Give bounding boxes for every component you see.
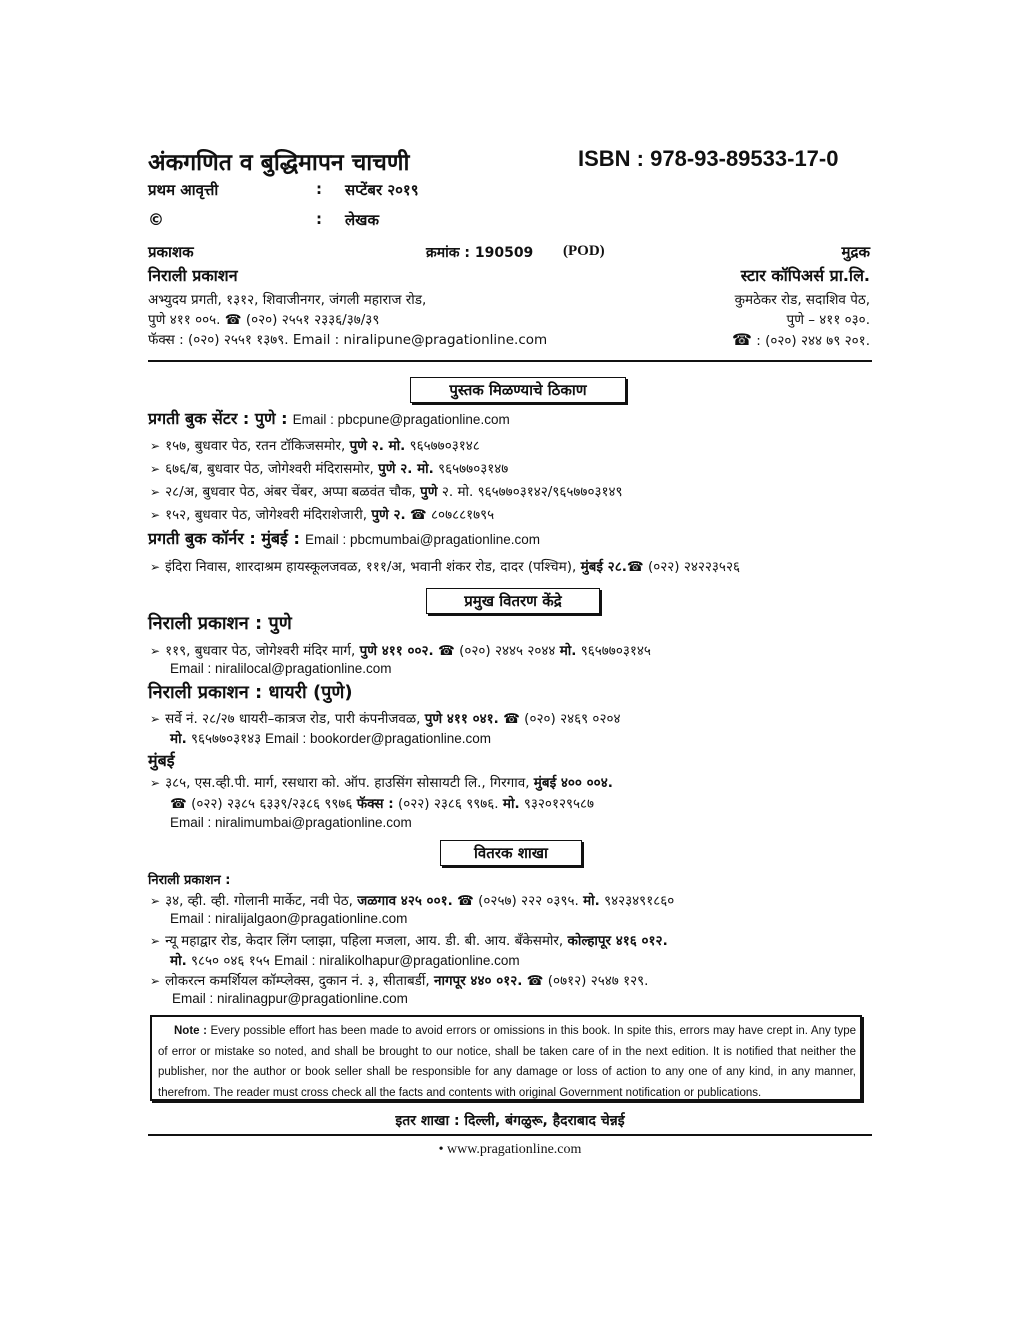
pod-tag: (POD) bbox=[563, 243, 605, 259]
bullet-arrow-icon: ➢ bbox=[150, 508, 161, 522]
copyright-separator: : bbox=[316, 210, 322, 228]
printer-phone: : (०२०) २४४ ७९ २०१. bbox=[756, 333, 870, 349]
edition-separator: : bbox=[316, 180, 322, 198]
bullet-arrow-icon: ➢ bbox=[150, 560, 161, 574]
jalgaon-email: Email : niralijalgaon@pragationline.com bbox=[170, 911, 408, 926]
bullet-arrow-icon: ➢ bbox=[150, 644, 161, 658]
website-link[interactable]: • www.pragationline.com bbox=[438, 1142, 582, 1157]
printer-address-2: पुणे – ४११ ०३०. bbox=[786, 312, 870, 328]
bullet-arrow-icon: ➢ bbox=[150, 776, 161, 790]
isbn: ISBN : 978-93-89533-17-0 bbox=[578, 146, 839, 171]
mumbai-corner-heading bbox=[148, 527, 540, 549]
publisher-label: प्रकाशक bbox=[148, 243, 194, 261]
bullet-arrow-icon: ➢ bbox=[150, 439, 161, 453]
list-item: ➢ ३४, व्ही. व्ही. गोलानी मार्केट, नवी पेठ, जळगाव ४२५ ००१. ☎ (०२५७) २२२ ०३९५. मो. ९४२३४९१८६० bbox=[150, 893, 675, 909]
pune-center-title: प्रगती बुक सेंटर : पुणे : bbox=[148, 409, 288, 428]
pune-distribution-email: Email : niralilocal@pragationline.com bbox=[170, 661, 392, 676]
publisher-address-3: फॅक्स : (०२०) २५५१ १३७९. Email : niralipune@pragationline.com bbox=[148, 332, 548, 348]
copyright-value: लेखक bbox=[345, 211, 379, 229]
dhayari-distribution-title: निराली प्रकाशन : धायरी (पुणे) bbox=[148, 682, 353, 703]
bullet-arrow-icon: ➢ bbox=[150, 934, 161, 948]
disclaimer-note bbox=[150, 1015, 862, 1101]
publisher-name: निराली प्रकाशन bbox=[148, 266, 238, 285]
divider-top bbox=[148, 360, 872, 362]
edition-label: प्रथम आवृत्ती bbox=[148, 181, 219, 199]
edition-value: सप्टेंबर २०१९ bbox=[345, 181, 419, 199]
section-heading-distribution: प्रमुख वितरण केंद्रे bbox=[426, 588, 600, 614]
bullet-arrow-icon: ➢ bbox=[150, 712, 161, 726]
pune-distribution-title: निराली प्रकाशन : पुणे bbox=[148, 613, 292, 634]
list-item: ➢ १५२, बुधवार पेठ, जोगेश्वरी मंदिराशेजारी, पुणे २. ☎ ८०७८८१७९५ bbox=[150, 507, 495, 523]
printer-address-1: कुमठेकर रोड, सदाशिव पेठ, bbox=[734, 292, 870, 308]
phone-icon: ☎ bbox=[732, 330, 752, 349]
copyright-symbol: © bbox=[148, 210, 164, 229]
printer-address-3 bbox=[732, 330, 870, 349]
pune-center-email: Email : pbcpune@pragationline.com bbox=[292, 412, 510, 427]
list-item: ➢ लोकरत्न कमर्शियल कॉम्प्लेक्स, दुकान नं. ३, सीताबर्डी, नागपूर ४४० ०१२. ☎ (०७१२) २५४७ १२९. bbox=[150, 973, 649, 989]
mumbai-corner-title: प्रगती बुक कॉर्नर : मुंबई : bbox=[148, 529, 300, 548]
divider-bottom bbox=[148, 1134, 872, 1136]
list-item: ➢ न्यू महाद्वार रोड, केदार लिंग प्लाझा, पहिला मजला, आय. डी. बी. आय. बँकेसमोर, कोल्हापूर ४१६ ०१२. bbox=[150, 933, 668, 949]
section-heading-branches: वितरक शाखा bbox=[440, 840, 582, 866]
bullet-arrow-icon: ➢ bbox=[150, 974, 161, 988]
printer-name: स्टार कॉपिअर्स प्रा.लि. bbox=[740, 266, 870, 285]
list-item: ➢ २८/अ, बुधवार पेठ, अंबर चेंबर, अप्पा बळवंत चौक, पुणे २. मो. ९६५७७०३१४२/९६५७७०३१४९ bbox=[150, 484, 623, 500]
branch-publisher-label: निराली प्रकाशन : bbox=[148, 873, 231, 888]
mumbai-corner-email: Email : pbcmumbai@pragationline.com bbox=[304, 532, 541, 547]
note-label: Note : bbox=[174, 1025, 207, 1037]
printer-label: मुद्रक bbox=[841, 243, 870, 261]
list-item: ➢ सर्वे नं. २८/२७ धायरी–कात्रज रोड, पारी कंपनीजवळ, पुणे ४११ ०४१. ☎ (०२०) २४६९ ०२०४ bbox=[150, 711, 621, 727]
publisher-address-1: अभ्युदय प्रगती, १३१२, शिवाजीनगर, जंगली महाराज रोड, bbox=[148, 292, 427, 308]
pune-center-heading bbox=[148, 407, 510, 429]
list-item: ➢ ६७६/ब, बुधवार पेठ, जोगेश्वरी मंदिरासमोर, पुणे २. मो. ९६५७७०३१४७ bbox=[150, 461, 509, 477]
bullet-arrow-icon: ➢ bbox=[150, 485, 161, 499]
mumbai-distribution-title: मुंबई bbox=[148, 751, 175, 770]
note-text: Every possible effort has been made to avoid errors or omissions in this book. In spite this, errors may have crept in. Any type of error or mistake so noted, and shall be brought to our notice, shall be taken care of in the next edition. It is notified that neither the publisher, nor the author or book seller shall be responsible for any damage or loss of action to any one of any kind, in any manner, therefrom. The reader must cross check all the facts and contents with original Government notification or publications. bbox=[158, 1025, 856, 1099]
order-number: क्रमांक : 190509 bbox=[426, 245, 534, 261]
list-item: ➢ ३८५, एस.व्ही.पी. मार्ग, रसधारा को. ऑप. हाउसिंग सोसायटी लि., गिरगाव, मुंबई ४०० ००४. bbox=[150, 775, 613, 791]
publisher-address-2: पुणे ४११ ००५. ☎ (०२०) २५५१ २३३६/३७/३९ bbox=[148, 312, 380, 328]
book-title: अंकगणित व बुद्धिमापन चाचणी bbox=[148, 150, 410, 176]
dhayari-contact-line: मो. ९६५७७०३१४३ Email : bookorder@pragationline.com bbox=[170, 731, 492, 747]
section-heading-availability: पुस्तक मिळण्याचे ठिकाण bbox=[410, 377, 626, 403]
kolhapur-contact-line: मो. ९८५० ०४६ १५५ Email : niralikolhapur@pragationline.com bbox=[170, 953, 520, 969]
list-item: ➢ ११९, बुधवार पेठ, जोगेश्वरी मंदिर मार्ग, पुणे ४११ ००२. ☎ (०२०) २४४५ २०४४ मो. ९६५७७०३१४५ bbox=[150, 643, 651, 659]
other-branches: इतर शाखा : दिल्ली, बंगळुरू, हैदराबाद चेन्नई bbox=[395, 1113, 625, 1129]
list-item: ➢ १५७, बुधवार पेठ, रतन टॉकिजसमोर, पुणे २. मो. ९६५७७०३१४८ bbox=[150, 438, 480, 454]
nagpur-email: Email : niralinagpur@pragationline.com bbox=[172, 991, 408, 1006]
mumbai-contact-line: ☎ (०२२) २३८५ ६३३९/२३८६ ९९७६ फॅक्स : (०२२) २३८६ ९९७६. मो. ९३२०१२९५८७ bbox=[170, 796, 595, 812]
bullet-arrow-icon: ➢ bbox=[150, 894, 161, 908]
bullet-arrow-icon: ➢ bbox=[150, 462, 161, 476]
mumbai-distribution-email: Email : niralimumbai@pragationline.com bbox=[170, 815, 412, 830]
list-item: ➢ इंदिरा निवास, शारदाश्रम हायस्कूलजवळ, १११/अ, भवानी शंकर रोड, दादर (पश्चिम), मुंबई २८.☎ (०२२) २४२२३५२६ bbox=[150, 559, 740, 575]
